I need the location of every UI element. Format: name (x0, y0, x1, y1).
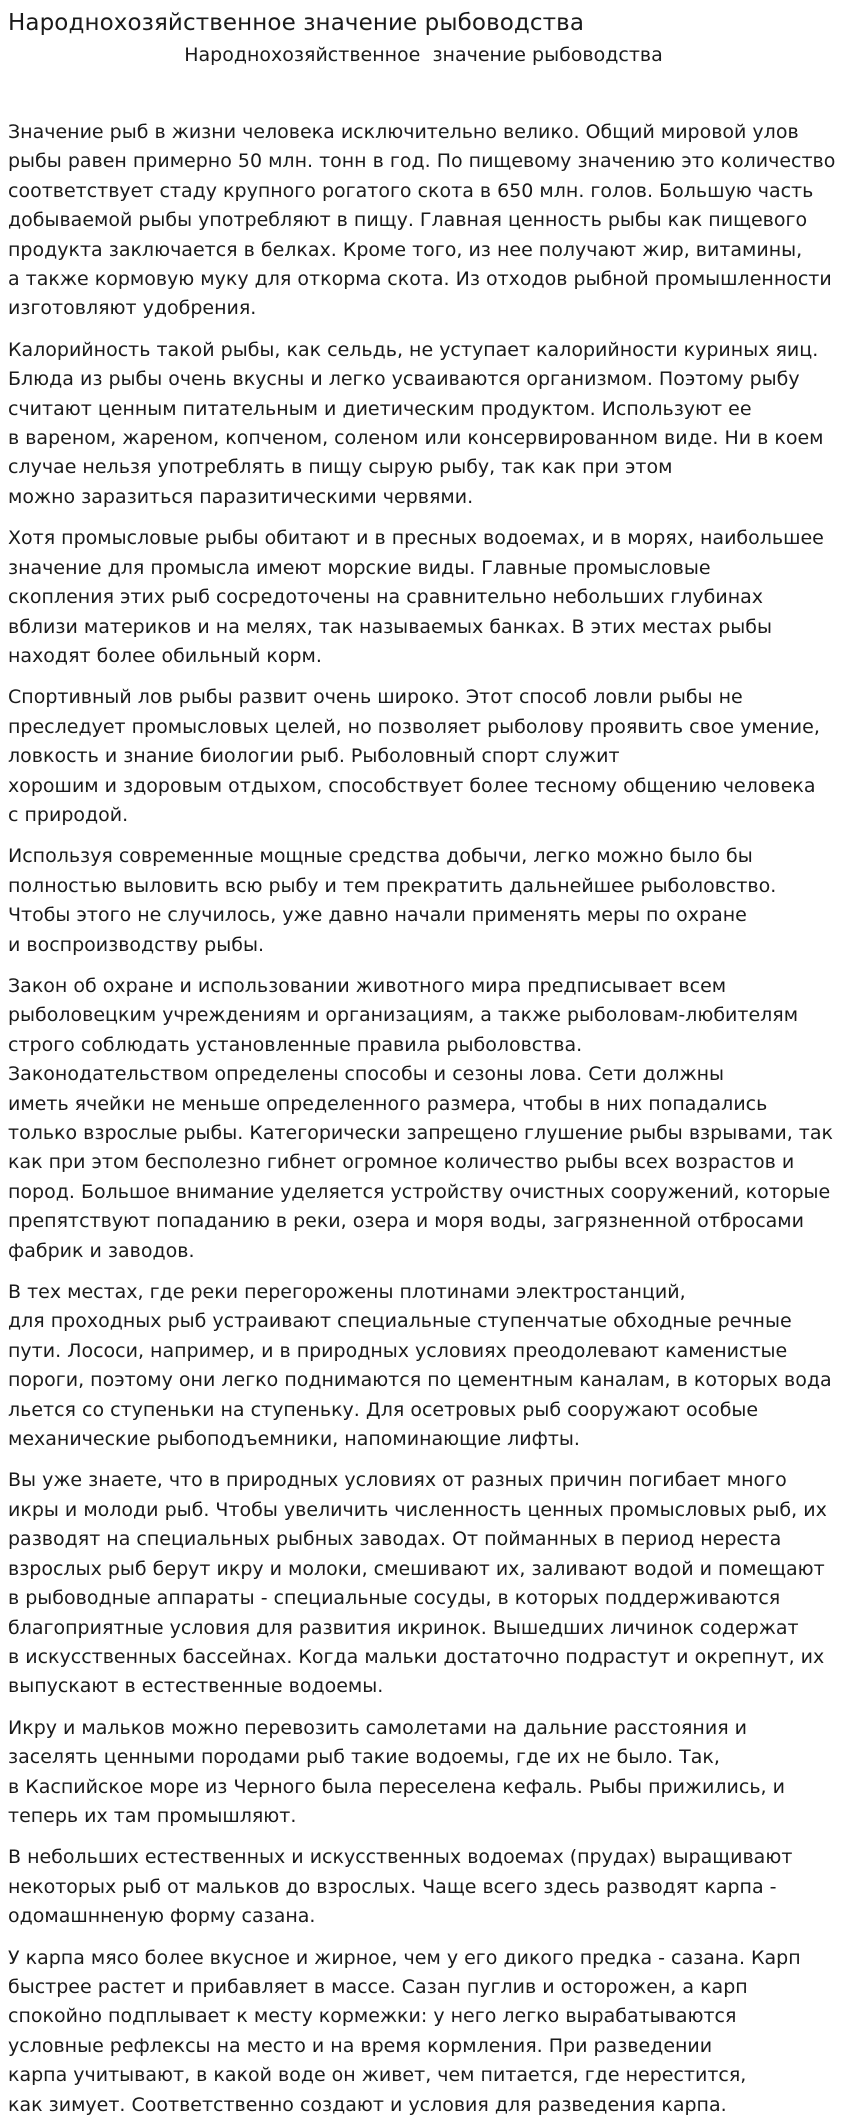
paragraph-fish-passes: В тех местах, где реки перегорожены плотинами электростанций, для проходных рыб устраивают специальные ступенчатые обходные речные пути. Лососи, например, и в природных условиях преодолевают каменистые пороги, поэтому они легко поднимаются по цементным каналам, в которых вода льется со ступеньки на ступеньку. Для осетровых рыб сооружают особые механические рыбоподъемники, напоминающие лифты. (8, 1281, 832, 1451)
paragraph-fish-hatcheries: Вы уже знаете, что в природных условиях от разных причин погибает много икры и молоди рыб. Чтобы увеличить численность ценных промысловых рыб, их разводят на специальных рыбных заводах. От пойманных в период нереста взрослых рыб берут икру и молоки, смешивают их, заливают водой и помещают в рыбоводные аппараты - специальные сосуды, в которых поддерживаются благоприятные условия для развития икринок. Вышедших личинок содержат в искусственных бассейнах. Когда мальки достаточно подрастут и окрепнут, их выпускают в естественные водоемы. (8, 1469, 827, 1698)
paragraph-pond-farming: В небольших естественных и искусственных водоемах (прудах) выращивают некоторых рыб от мальков до взрослых. Чаще всего здесь разводят карпа - одомашнненую форму сазана. (8, 1846, 793, 1928)
paragraph-economic-value: Значение рыб в жизни человека исключительно велико. Общий мировой улов рыбы равен примерно 50 млн. тонн в год. По пищевому значению это количество соответствует стаду крупного рогатого скота в 650 млн. голов. Большую часть добываемой рыбы употребляют в пищу. Главная ценность рыбы как пищевого продукта заключается в белках. Кроме того, из нее получают жир, витамины, а также кормовую муку для откорма скота. Из отходов рыбной промышленности изготовляют удобрения. (8, 121, 836, 320)
paragraph-carp-breeding: У карпа мясо более вкусное и жирное, чем у его дикого предка - сазана. Карп быстрее растет и прибавляет в массе. Сазан пуглив и осторожен, а карп спокойно подплывает к месту кормежки: у него легко вырабатываются условные рефлексы на место и на время кормления. При разведении карпа учитывают, в какой воде он живет, чем питается, где нерестится, как зимует. Соответственно создают и условия для разведения карпа. (8, 1946, 801, 2116)
paragraph-sport-fishing: Спортивный лов рыбы развит очень широко. Этот способ ловли рыбы не преследует промысловых целей, но позволяет рыболову проявить свое умение, ловкость и знание биологии рыб. Рыболовный спорт служит хорошим и здоровым отдыхом, способствует более тесному общению человека с природой. (8, 686, 820, 826)
paragraph-overfishing: Используя современные мощные средства добычи, легко можно было бы полностью выловить всю рыбу и тем прекратить дальнейшее рыболовство. Чтобы этого не случилось, уже давно начали применять меры по охране и воспроизводству рыбы. (8, 845, 777, 956)
article-subtitle: Народнохозяйственное значение рыбоводства (184, 44, 663, 66)
article-body (8, 118, 839, 2120)
paragraph-caloric-value: Калорийность такой рыбы, как сельдь, не уступает калорийности куриных яиц. Блюда из рыбы очень вкусны и легко усваиваются организмом. Поэтому рыбу считают ценным питательным и диетическим продуктом. Используют ее в вареном, жареном, копченом, соленом или консервированном виде. Ни в коем случае нельзя употреблять в пищу сырую рыбу, так как при этом можно заразиться паразитическими червями. (8, 338, 824, 508)
paragraph-marine-fishing: Хотя промысловые рыбы обитают и в пресных водоемах, и в морях, наибольшее значение для промысла имеют морские виды. Главные промысловые скопления этих рыб сосредоточены на сравнительно небольших глубинах вблизи материков и на мелях, так называемых банках. В этих местах рыбы находят более обильный корм. (8, 527, 824, 667)
paragraph-protection-law: Закон об охране и использовании животного мира предписывает всем рыболовецким учреждениям и организациям, а также рыболовам-любителям строго соблюдать установленные правила рыболовства. Законодательством определены способы и сезоны лова. Сети должны иметь ячейки не меньше определенного размера, чтобы в них попадались только взрослые рыбы. Категорически запрещено глушение рыбы взрывами, так как при этом бесполезно гибнет огромное количество рыбы всех возрастов и пород. Большое внимание уделяется устройству очистных сооружений, которые препятствуют попаданию в реки, озера и моря воды, загрязненной отбросами фабрик и заводов. (8, 974, 833, 1262)
paragraph-fish-relocation: Икру и мальков можно перевозить самолетами на дальние расстояния и заселять ценными породами рыб такие водоемы, где их не было. Так, в Каспийское море из Черного была переселена кефаль. Рыбы прижились, и теперь их там промышляют. (8, 1716, 785, 1827)
page-title: Народнохозяйственное значение рыбоводства (8, 10, 585, 36)
